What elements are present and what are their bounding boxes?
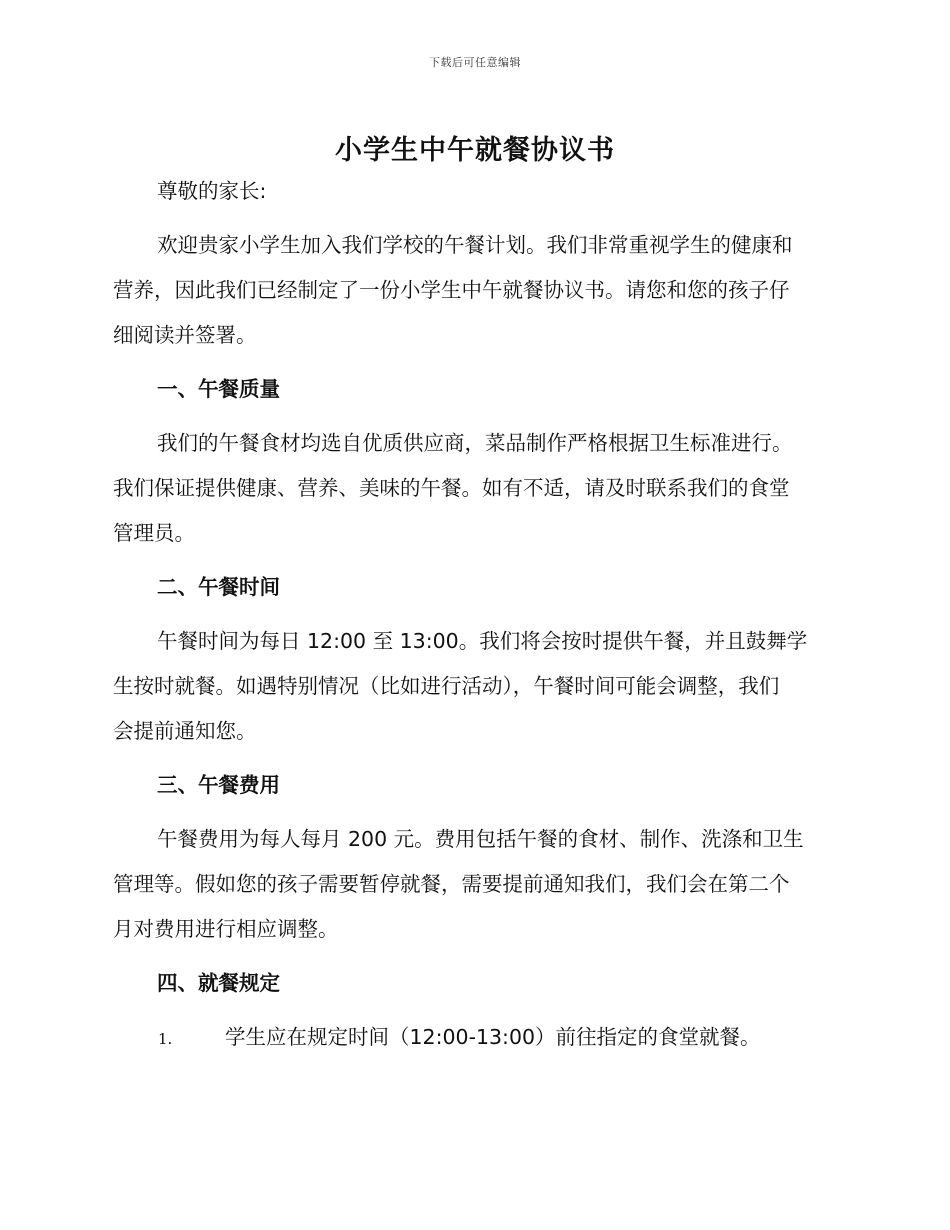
fee-line-3: 月对费用进行相应调整。 (113, 917, 339, 941)
list-item-number: 1. (158, 1030, 173, 1048)
section-heading-time: 二、午餐时间 (157, 575, 280, 599)
section-heading-rules: 四、就餐规定 (157, 971, 280, 995)
fee-line-2: 管理等。假如您的孩子需要暂停就餐，需要提前通知我们，我们会在第二个 (113, 872, 790, 896)
header-note: 下载后可任意编辑 (429, 56, 521, 69)
intro-line-1: 欢迎贵家小学生加入我们学校的午餐计划。我们非常重视学生的健康和 (157, 233, 793, 257)
section-heading-fee: 三、午餐费用 (157, 773, 280, 797)
fee-line-1: 午餐费用为每人每月 200 元。费用包括午餐的食材、制作、洗涤和卫生 (157, 827, 804, 851)
list-item-text: 学生应在规定时间（12:00-13:00）前往指定的食堂就餐。 (225, 1025, 761, 1049)
time-line-3: 会提前通知您。 (113, 719, 257, 743)
section-heading-quality: 一、午餐质量 (157, 377, 280, 401)
greeting: 尊敬的家长: (157, 179, 267, 203)
intro-line-3: 细阅读并签署。 (113, 323, 257, 347)
quality-line-1: 我们的午餐食材均选自优质供应商，菜品制作严格根据卫生标准进行。 (157, 431, 793, 455)
quality-line-3: 管理员。 (113, 521, 195, 545)
quality-line-2: 我们保证提供健康、营养、美味的午餐。如有不适，请及时联系我们的食堂 (113, 476, 790, 500)
time-line-1: 午餐时间为每日 12:00 至 13:00。我们将会按时提供午餐，并且鼓舞学 (157, 629, 808, 653)
intro-line-2: 营养，因此我们已经制定了一份小学生中午就餐协议书。请您和您的孩子仔 (113, 278, 790, 302)
time-line-2: 生按时就餐。如遇特别情况（比如进行活动），午餐时间可能会调整，我们 (113, 674, 780, 698)
page-title: 小学生中午就餐协议书 (335, 135, 615, 166)
